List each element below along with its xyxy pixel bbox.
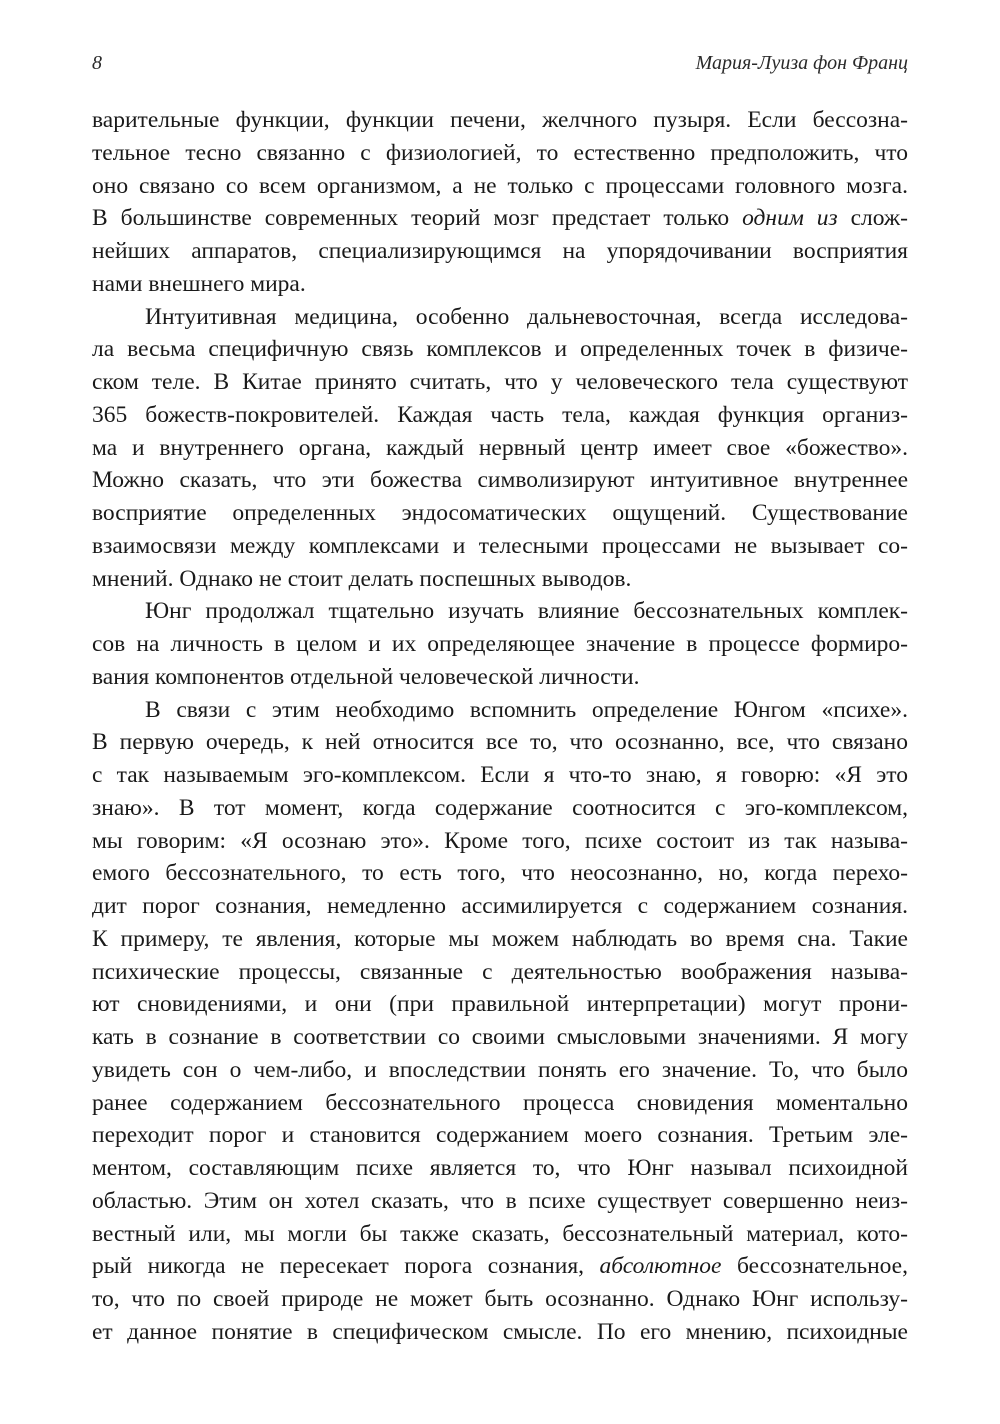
text-line — [92, 399, 908, 432]
line-text: областью. Этим он хотел сказать, что в психе существует совершенно неиз- — [92, 1187, 908, 1214]
line-text: 365 божеств-покровителей. Каждая часть тела, каждая функция организ- — [92, 401, 908, 428]
line-text: кать в сознание в соответствии со своими смысловыми значениями. Я могу — [92, 1024, 908, 1050]
text-line — [92, 235, 908, 268]
line-text: В большинстве современных теорий мозг предстает только — [92, 205, 743, 232]
line-text: емого бессознательного, то есть того, что неосознанно, но, когда перехо- — [92, 860, 908, 887]
text-line — [92, 628, 908, 661]
line-text: вания компонентов отдельной человеческой личности. — [92, 663, 640, 690]
line-text: знаю». В тот момент, когда содержание соотносится с эго-комплексом, — [92, 794, 908, 821]
text-line — [92, 137, 908, 170]
text-line — [92, 563, 908, 596]
line-text: то, что по своей природе не может быть осознанно. Однако Юнг использу- — [92, 1286, 908, 1312]
line-text: мнений. Однако не стоит делать поспешных выводов. — [92, 565, 632, 592]
line-text: В первую очередь, к ней относится все то, что осознанно, все, что связано — [92, 729, 908, 756]
text-line — [92, 1087, 908, 1120]
line-text: ма и внутреннего органа, каждый нервный центр имеет свое «божество». — [92, 434, 908, 461]
text-line — [92, 366, 908, 399]
line-text: Интуитивная медицина, особенно дальневосточная, всегда исследова- — [145, 303, 908, 330]
line-text: переходит порог и становится содержанием моего сознания. Третьим эле- — [92, 1122, 908, 1149]
line-text: оно связано со всем организмом, а не только с процессами головного мозга. — [92, 172, 908, 199]
text-line — [92, 1218, 908, 1251]
text-line — [92, 1152, 908, 1185]
line-text: ментом, составляющим психе является то, что Юнг называл психоидной — [92, 1155, 908, 1181]
text-line — [92, 202, 908, 235]
body-text — [92, 104, 908, 1349]
text-line — [92, 1316, 908, 1349]
line-text: взаимосвязи между комплексами и телесными процессами не вызывает со- — [92, 532, 908, 559]
line-text: тельное тесно связанно с физиологией, то естественно предположить, что — [92, 139, 908, 166]
text-line — [92, 333, 908, 366]
line-text: увидеть сон о чем-либо, и впоследствии понять его значение. То, что было — [92, 1056, 908, 1083]
running-head — [92, 48, 908, 78]
text-line — [92, 988, 908, 1021]
line-text: ла весьма специфичную связь комплексов и определенных точек в физиче- — [92, 336, 908, 363]
text-line — [92, 923, 908, 956]
text-line — [92, 661, 908, 694]
text-line — [92, 1185, 908, 1218]
text-line — [92, 432, 908, 465]
text-line — [92, 857, 908, 890]
line-text: нами внешнего мира. — [92, 270, 306, 297]
text-line — [92, 464, 908, 497]
line-text: нейших аппаратов, специализирующимся на упорядочивании восприятия — [92, 238, 908, 264]
line-text: ют сновидениями, и они (при правильной интерпретации) могут прони- — [92, 991, 908, 1018]
line-text: рый никогда не пересекает порога сознания, — [92, 1253, 600, 1280]
text-line — [92, 530, 908, 563]
text-line — [92, 497, 908, 530]
line-text: К примеру, те явления, которые мы можем наблюдать во время сна. Такие — [92, 925, 908, 952]
page-number: 8 — [92, 52, 102, 74]
text-line — [92, 1250, 908, 1283]
text-line — [92, 1283, 908, 1316]
text-line — [92, 759, 908, 792]
line-text: дит порог сознания, немедленно ассимилируется с содержанием сознания. — [92, 893, 908, 919]
text-line — [92, 104, 908, 137]
text-line — [92, 726, 908, 759]
text-line — [92, 1054, 908, 1087]
line-text: восприятие определенных эндосоматических ощущений. Существование — [92, 500, 908, 526]
line-text: варительные функции, функции печени, желчного пузыря. Если бессозна- — [92, 107, 908, 133]
text-line — [92, 694, 908, 727]
emphasis-text: абсолютное — [599, 1253, 722, 1280]
line-text: Можно сказать, что эти божества символизируют интуитивное внутреннее — [92, 467, 908, 494]
line-text: ском теле. В Китае принято считать, что у человеческого тела существуют — [92, 369, 908, 395]
line-text: сов на личность в целом и их определяющее значение в процессе формиро- — [92, 631, 908, 657]
header-author: Мария-Луиза фон Франц — [695, 52, 908, 74]
line-text: Юнг продолжал тщательно изучать влияние бессознательных комплек- — [145, 598, 908, 625]
text-line — [92, 792, 908, 825]
text-line — [92, 301, 908, 334]
text-line — [92, 1119, 908, 1152]
text-line — [92, 268, 908, 301]
line-text: ранее содержанием бессознательного процесса сновидения моментально — [92, 1089, 908, 1116]
line-text: психические процессы, связанные с деятельностью воображения называ- — [92, 958, 908, 985]
line-text: ет данное понятие в специфическом смысле. По его мнению, психоидные — [92, 1318, 908, 1345]
line-text: вестный или, мы могли бы также сказать, бессознательный материал, кото- — [92, 1220, 908, 1247]
line-text: бессознательное, — [721, 1253, 908, 1280]
text-line — [92, 1021, 908, 1054]
emphasis-text: одним из — [742, 205, 838, 232]
text-line — [92, 890, 908, 923]
line-text: с так называемым эго-комплексом. Если я что-то знаю, я говорю: «Я это — [92, 762, 908, 788]
text-line — [92, 595, 908, 628]
line-text: В связи с этим необходимо вспомнить определение Юнгом «психе». — [145, 696, 908, 723]
text-line — [92, 170, 908, 203]
text-line — [92, 956, 908, 989]
line-text: мы говорим: «Я осознаю это». Кроме того, психе состоит из так называ- — [92, 827, 908, 854]
line-text: слож- — [837, 205, 908, 232]
text-line — [92, 825, 908, 858]
